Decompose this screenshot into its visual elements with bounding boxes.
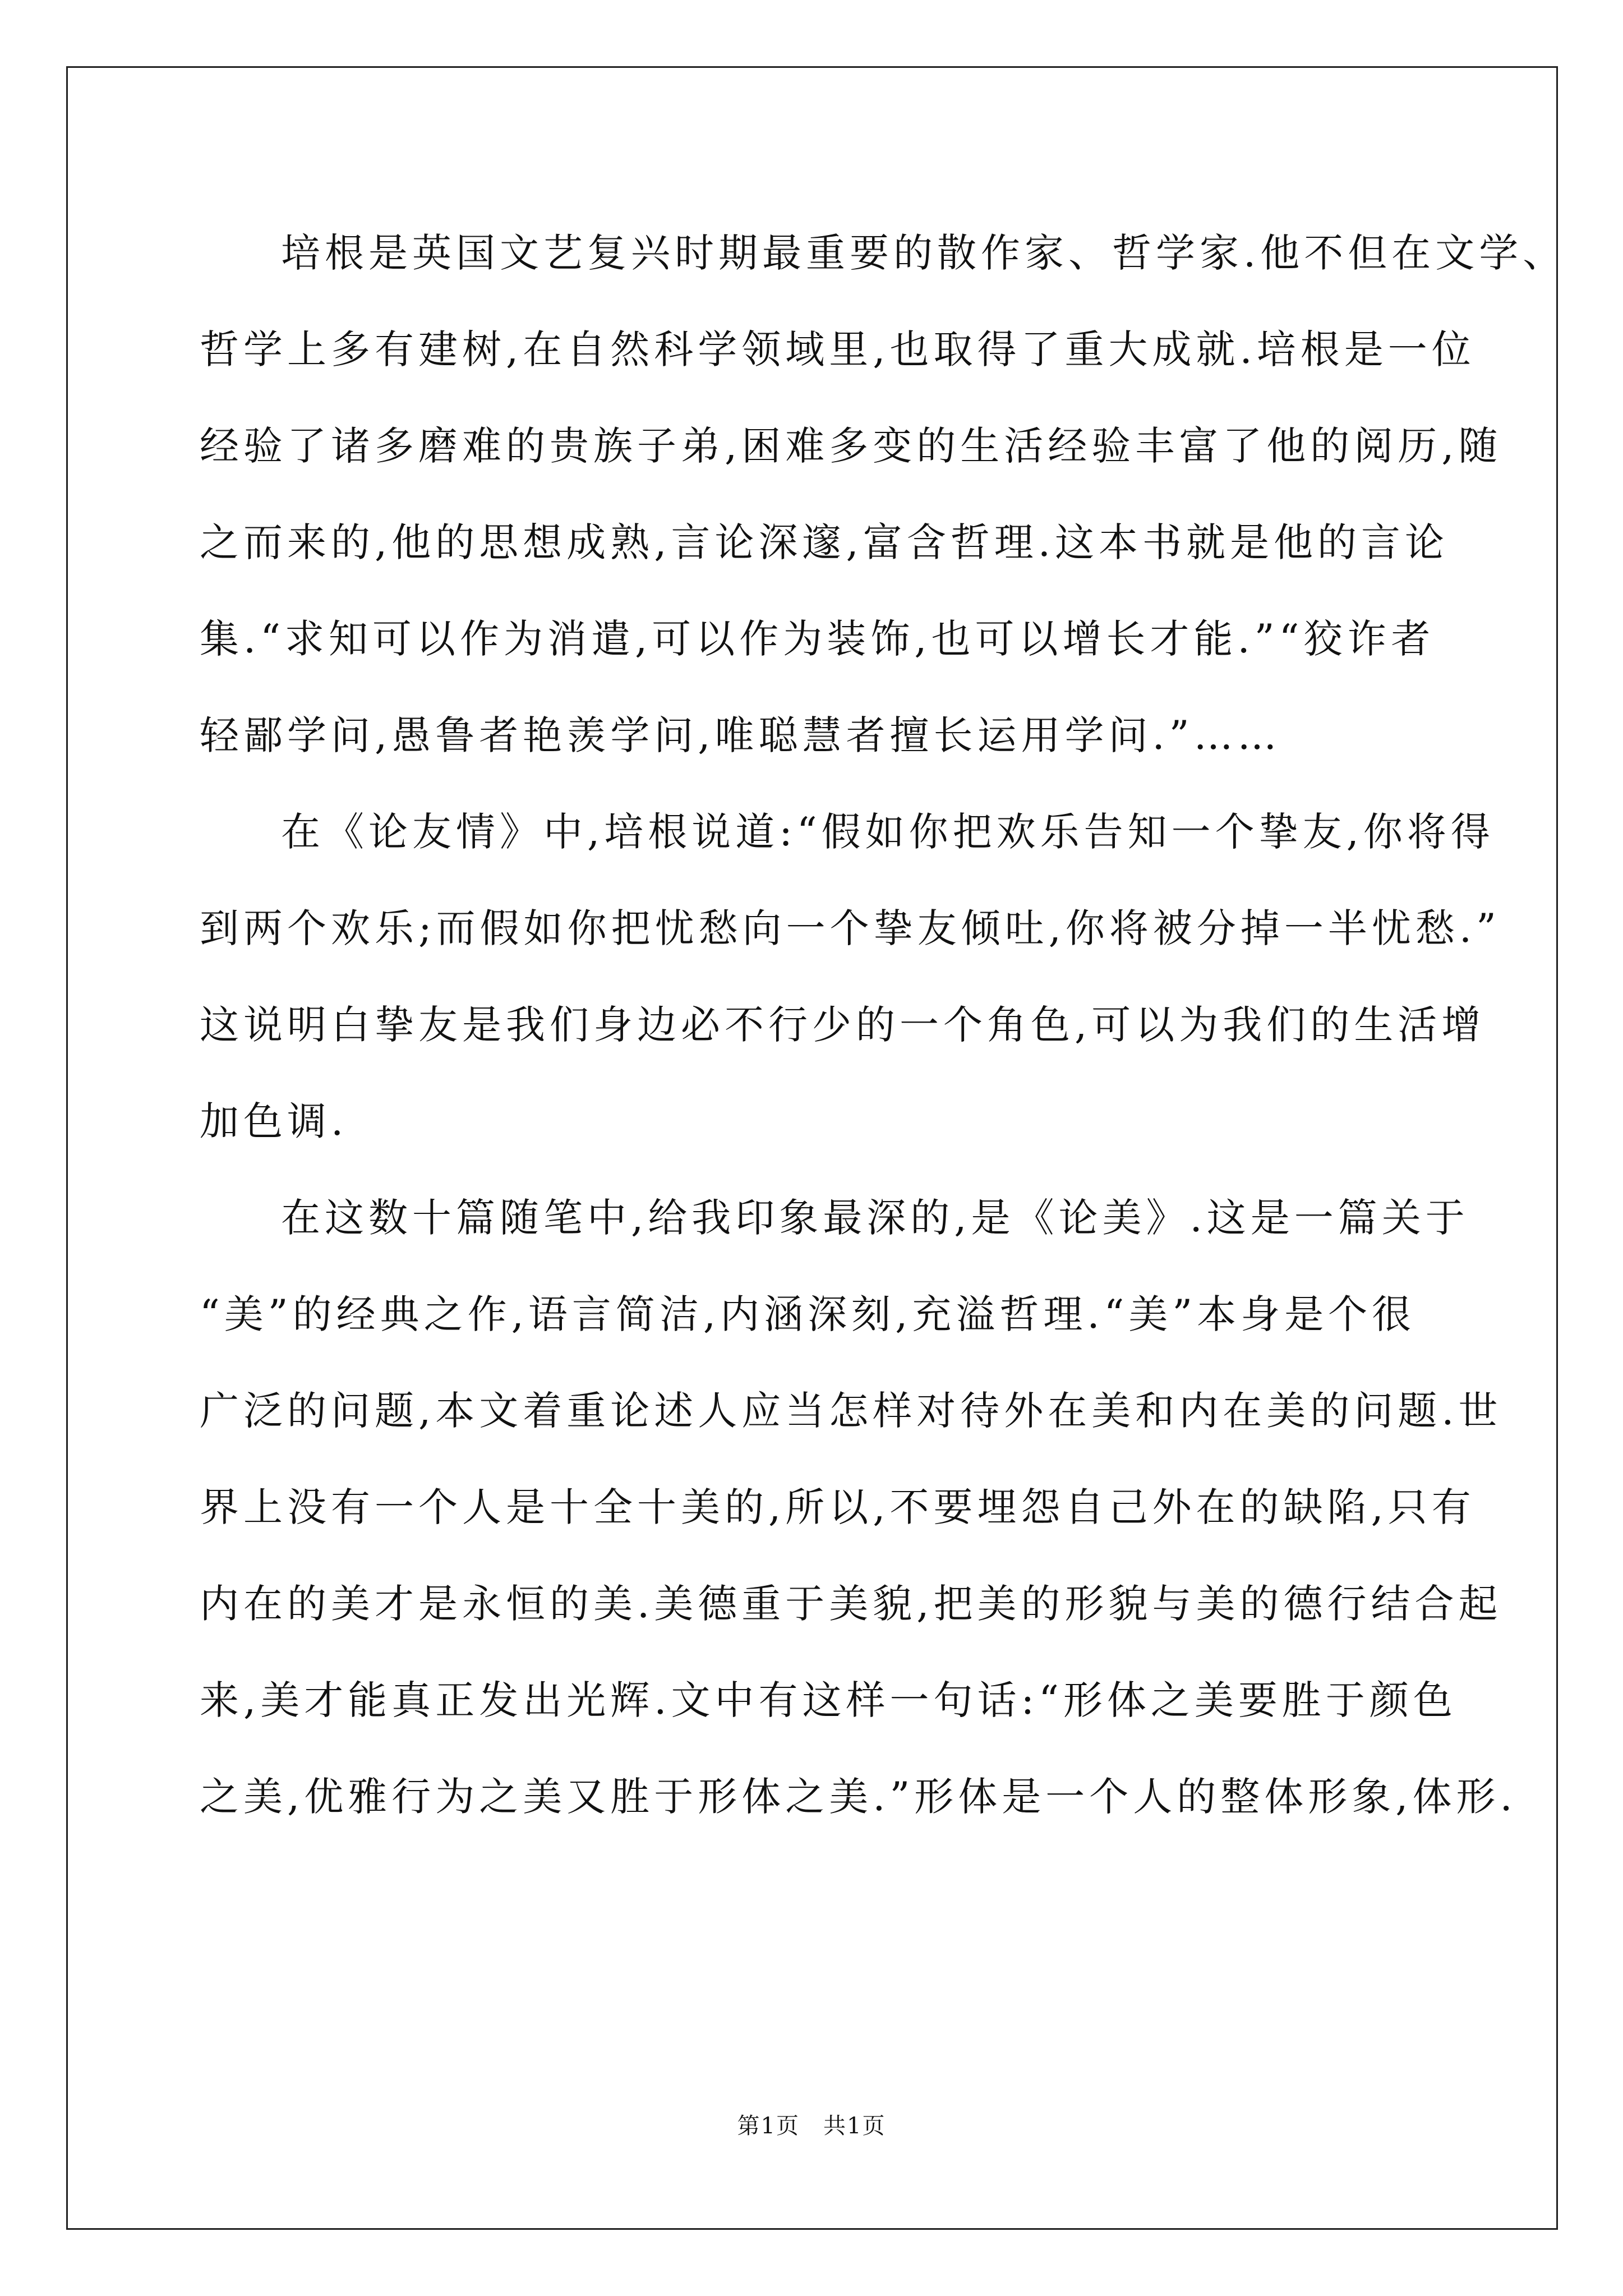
document-body — [200, 205, 1567, 1845]
paragraph-1-line-1: 培根是英国文艺复兴时期最重要的散作家、哲学家.他不但在文学、 — [281, 230, 1567, 276]
page-number-footer: 第1页 共1页 — [737, 2113, 886, 2139]
paragraph-2-line-3: 这说明白挚友是我们身边必不行少的一个角色,可以为我们的生活增 — [200, 1002, 1486, 1048]
paragraph-1-line-5: 集.“求知可以作为消遣,可以作为装饰,也可以增长才能.”“狡诈者 — [200, 616, 1435, 662]
paragraph-2-line-1: 在《论友情》中,培根说道:“假如你把欢乐告知一个挚友,你将得 — [281, 809, 1495, 855]
paragraph-3-line-3: 广泛的问题,本文着重论述人应当怎样对待外在美和内在美的问题.世 — [200, 1388, 1502, 1434]
paragraph-3-line-4: 界上没有一个人是十全十美的,所以,不要埋怨自己外在的缺陷,只有 — [200, 1484, 1476, 1530]
paragraph-3-line-5: 内在的美才是永恒的美.美德重于美貌,把美的形貌与美的德行结合起 — [200, 1581, 1502, 1627]
paragraph-3-line-2: “美”的经典之作,语言简洁,内涵深刻,充溢哲理.“美”本身是个很 — [200, 1291, 1416, 1337]
paragraph-3-line-6: 来,美才能真正发出光辉.文中有这样一句话:“形体之美要胜于颜色 — [200, 1677, 1457, 1723]
paragraph-1-line-6: 轻鄙学问,愚鲁者艳羡学问,唯聪慧者擅长运用学问.”…… — [200, 712, 1281, 758]
paragraph-2-line-4: 加色调. — [200, 1098, 348, 1144]
paragraph-1-line-3: 经验了诸多磨难的贵族子弟,困难多变的生活经验丰富了他的阅历,随 — [200, 423, 1502, 469]
paragraph-2-line-2: 到两个欢乐;而假如你把忧愁向一个挚友倾吐,你将被分掉一半忧愁.” — [200, 905, 1501, 951]
paragraph-3-line-1: 在这数十篇随笔中,给我印象最深的,是《论美》.这是一篇关于 — [281, 1195, 1469, 1241]
paragraph-3-line-7: 之美,优雅行为之美又胜于形体之美.”形体是一个人的整体形象,体形. — [200, 1774, 1517, 1820]
paragraph-1-line-4: 之而来的,他的思想成熟,言论深邃,富含哲理.这本书就是他的言论 — [200, 519, 1449, 565]
paragraph-1-line-2: 哲学上多有建树,在自然科学领域里,也取得了重大成就.培根是一位 — [200, 326, 1476, 372]
